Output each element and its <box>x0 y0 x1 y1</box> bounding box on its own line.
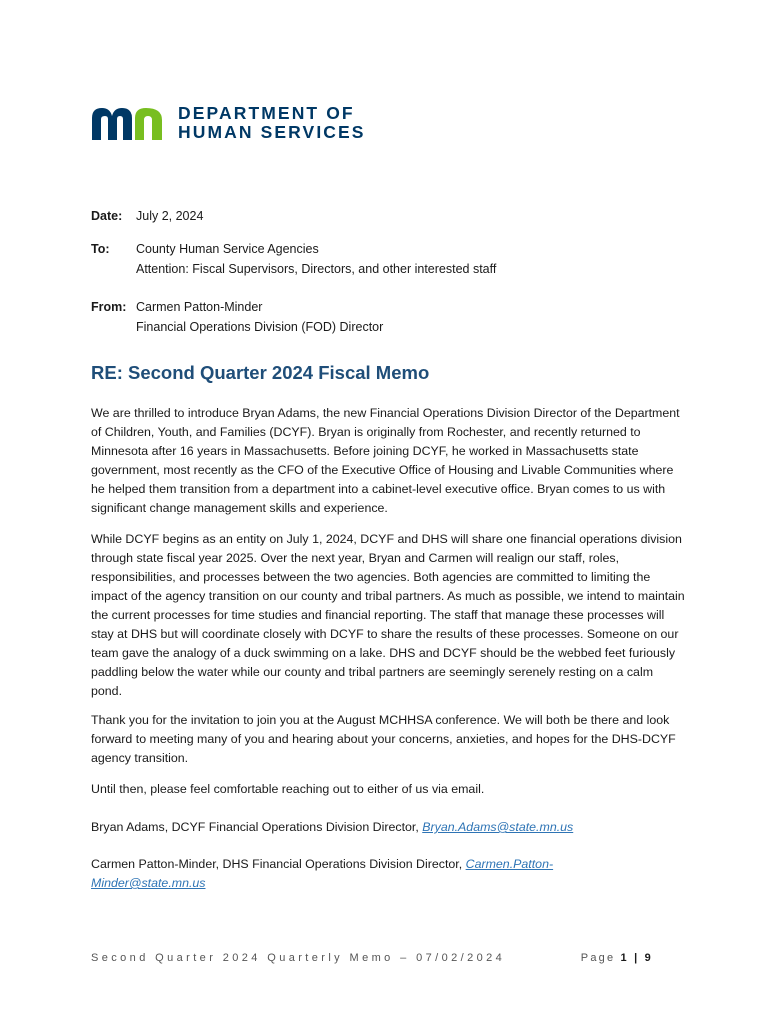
from-line-2: Financial Operations Division (FOD) Director <box>136 320 384 334</box>
paragraph-text: Until then, please feel comfortable reaching out to either of us via email. <box>91 782 485 796</box>
from-line-1: Carmen Patton-Minder <box>136 300 263 314</box>
contact-bryan-text: Bryan Adams, DCYF Financial Operations Division Director, <box>91 820 423 834</box>
bryan-email-link[interactable]: Bryan.Adams@state.mn.us <box>422 820 574 834</box>
from-label: From: <box>91 300 127 314</box>
page-indicator <box>581 952 653 964</box>
logo-line-1: DEPARTMENT OF <box>178 103 355 123</box>
paragraph-transition <box>91 530 687 701</box>
paragraph-contact <box>91 780 687 799</box>
paragraph-text: While DCYF begins as an entity on July 1, 2024, DCYF and DHS will share one financial operations division through state fiscal year 2025. Over the next year, Bryan and Carmen will realign our staff, roles, responsibilities, and processes between the two agencies. Both agencies are committed to limiting the impact of the agency transition on our county and tribal partners. As much as possible, we intend to maintain the current processes for time studies and financial reporting. The staff that manage these processes will stay at DHS but will coordinate closely with DCYF to share the results of these processes. Someone on our team gave the analogy of a duck swimming on a lake. DHS and DCYF should be the webbed feet furiously paddling below the water while our county and tribal partners are seemingly serenely resting on a calm pond. <box>91 532 685 698</box>
logo-line-2: HUMAN SERVICES <box>178 122 366 142</box>
date-label: Date: <box>91 209 123 223</box>
paragraph-intro <box>91 404 687 518</box>
memo-title: RE: Second Quarter 2024 Fiscal Memo <box>91 362 430 383</box>
to-line-1: County Human Service Agencies <box>136 242 319 256</box>
page-number: 1 <box>620 952 629 964</box>
carmen-email-link[interactable]: Carmen.Patton-Minder@state.mn.us <box>91 857 554 890</box>
to-line-2: Attention: Fiscal Supervisors, Directors, and other interested staff <box>136 262 497 276</box>
mn-logo-icon <box>90 104 166 142</box>
contact-bryan <box>91 818 687 837</box>
page-prefix: Page <box>580 952 621 964</box>
page-separator: | <box>628 952 645 964</box>
to-label: To: <box>91 242 110 256</box>
contact-carmen-text: Carmen Patton-Minder, DHS Financial Operations Division Director, <box>91 857 466 871</box>
page-footer <box>91 952 653 964</box>
date-value: July 2, 2024 <box>136 209 204 223</box>
footer-memo-title: Second Quarter 2024 Quarterly Memo – 07/02/2024 <box>91 952 506 964</box>
paragraph-text: Thank you for the invitation to join you at the August MCHHSA conference. We will both be there and look forward to meeting many of you and hearing about your concerns, anxieties, and hopes for the DHS-DCYF agency transition. <box>91 713 676 765</box>
contact-carmen <box>91 855 581 893</box>
paragraph-text: We are thrilled to introduce Bryan Adams, the new Financial Operations Division Director of the Department of Children, Youth, and Families (DCYF). Bryan is originally from Rochester, and recently returned to Minnesota after 16 years in Massachusetts. Before joining DCYF, he worked in Massachusetts state government, most recently as the CFO of the Executive Office of Housing and Livable Communities where he helped them transition from a department into a cabinet-level executive office. Bryan comes to us with significant change management skills and experience. <box>91 406 680 515</box>
page-total: 9 <box>644 952 653 964</box>
paragraph-conference <box>91 711 687 768</box>
dhs-logo <box>90 104 366 142</box>
